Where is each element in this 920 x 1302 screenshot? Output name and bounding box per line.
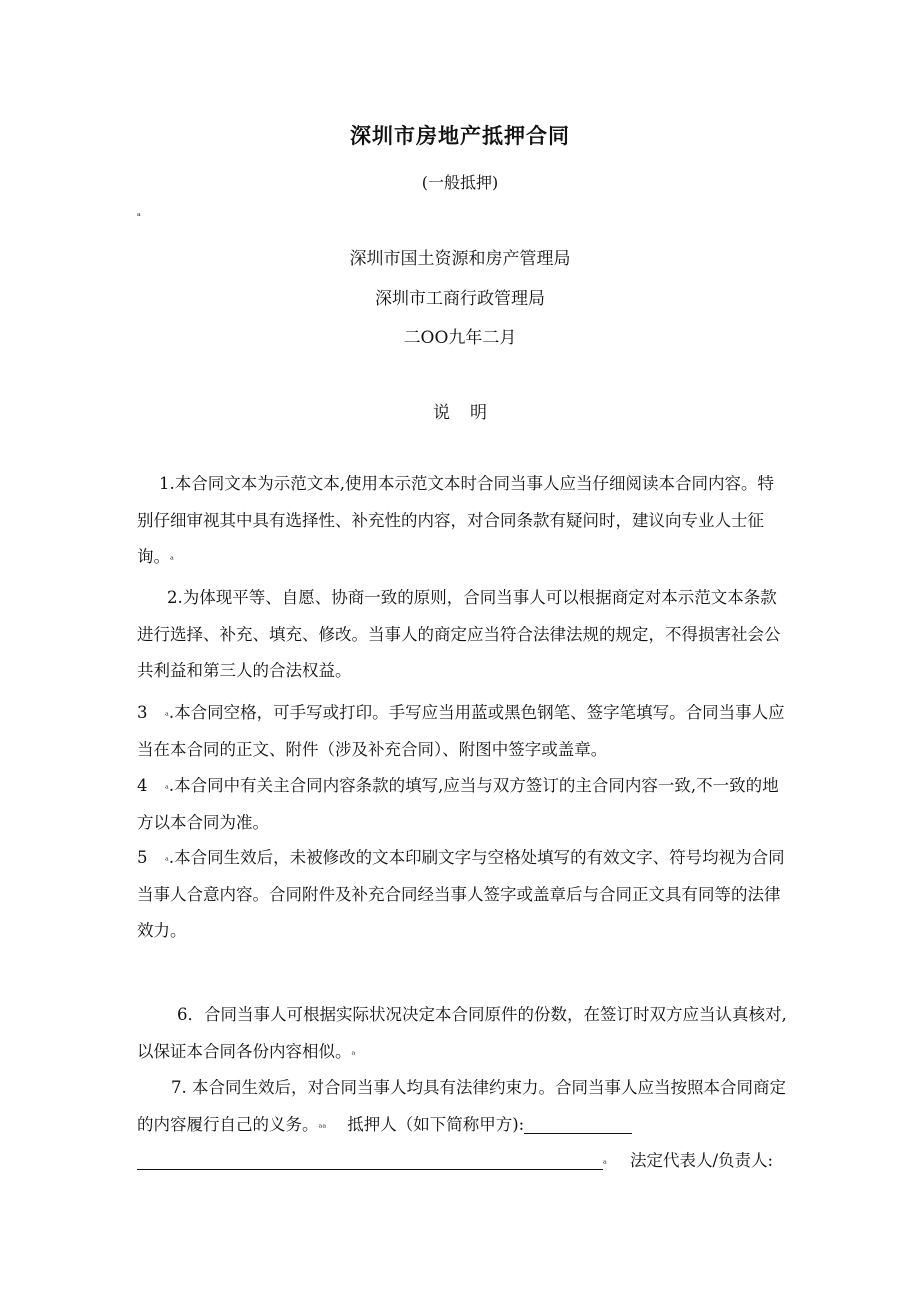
note-7-text: 7. 本合同生效后，对合同当事人均具有法律约束力。合同当事人应当按照本合同商定的内容履行自己的义务。 xyxy=(137,1078,786,1134)
note-3-text: .本合同空格，可手写或打印。手写应当用蓝或黑色钢笔、签字笔填写。合同当事人应当在本合同的正文、附件（涉及补充合同）、附图中签字或盖章。 xyxy=(137,703,785,759)
mortgagor-name-field-continued[interactable] xyxy=(137,1149,603,1170)
mortgagor-label: 抵押人（如下简称甲方): xyxy=(347,1114,525,1134)
paragraph-mark-icon: ₐ xyxy=(137,208,141,219)
legal-rep-label: 法定代表人/负责人: xyxy=(630,1151,774,1170)
note-2-text: 2.为体现平等、自愿、协商一致的原则，合同当事人可以根据商定对本示范文本条款进行选择、补充、填充、修改。当事人的商定应当符合法律法规的规定，不得损害社会公共利益和第三人的合法权益。 xyxy=(137,588,781,680)
paragraph-mark-icon: ₐ xyxy=(165,852,169,864)
document-title: 深圳市房地产抵押合同 xyxy=(350,123,570,148)
paragraph-mark-icon: ₐ xyxy=(318,1118,323,1130)
legal-representative-line xyxy=(630,1143,773,1179)
note-1-text: 1.本合同文本为示范文本,使用本示范文本时合同当事人应当仔细阅读本合同内容。特别仔细审视其中具有选择性、补充性的内容，对合同条款有疑问时，建议向专业人士征询。 xyxy=(137,474,774,566)
paragraph-mark-icon: ₐ xyxy=(322,1118,327,1130)
paragraph-mark-icon: ₐ xyxy=(603,1155,607,1167)
note-paragraph-6 xyxy=(137,997,787,1070)
paragraph-mark-icon: ₐ xyxy=(351,1045,356,1057)
section-heading: 说明 xyxy=(433,403,507,423)
issue-date: 二OO九年二月 xyxy=(403,328,517,348)
note-3-number: 3 xyxy=(137,703,148,722)
document-subtitle: (一般抵押) xyxy=(421,173,499,192)
issuer-commerce-bureau: 深圳市工商行政管理局 xyxy=(375,289,545,309)
note-paragraph-1 xyxy=(137,466,787,576)
note-5-text: .本合同生效后，未被修改的文本印刷文字与空格处填写的有效文字、符号均视为合同当事人合意内容。合同附件及补充合同经当事人签字或盖章后与合同正文具有同等的法律效力。 xyxy=(137,848,785,941)
note-6-text: 6．合同当事人可根据实际状况决定本合同原件的份数，在签订时双方应当认真核对,以保证本合同各份内容相似。 xyxy=(137,1005,787,1061)
note-paragraph-5 xyxy=(137,840,787,950)
paragraph-mark-icon: ₐ xyxy=(165,707,169,719)
note-paragraph-2 xyxy=(137,580,787,690)
note-4-text: .本合同中有关主合同内容条款的填写,应当与双方签订的主合同内容一致,不一致的地方以本合同为准。 xyxy=(137,776,779,832)
note-paragraph-4 xyxy=(137,768,787,841)
note-paragraph-7 xyxy=(137,1070,787,1143)
issuer-land-bureau: 深圳市国土资源和房产管理局 xyxy=(349,249,571,269)
note-4-number: 4 xyxy=(137,776,148,795)
paragraph-mark-icon: ₐ xyxy=(170,551,174,563)
mortgagor-name-field[interactable] xyxy=(524,1113,632,1134)
paragraph-mark-icon: ₐ xyxy=(165,780,169,792)
note-5-number: 5 xyxy=(137,848,148,867)
note-paragraph-3 xyxy=(137,695,787,768)
